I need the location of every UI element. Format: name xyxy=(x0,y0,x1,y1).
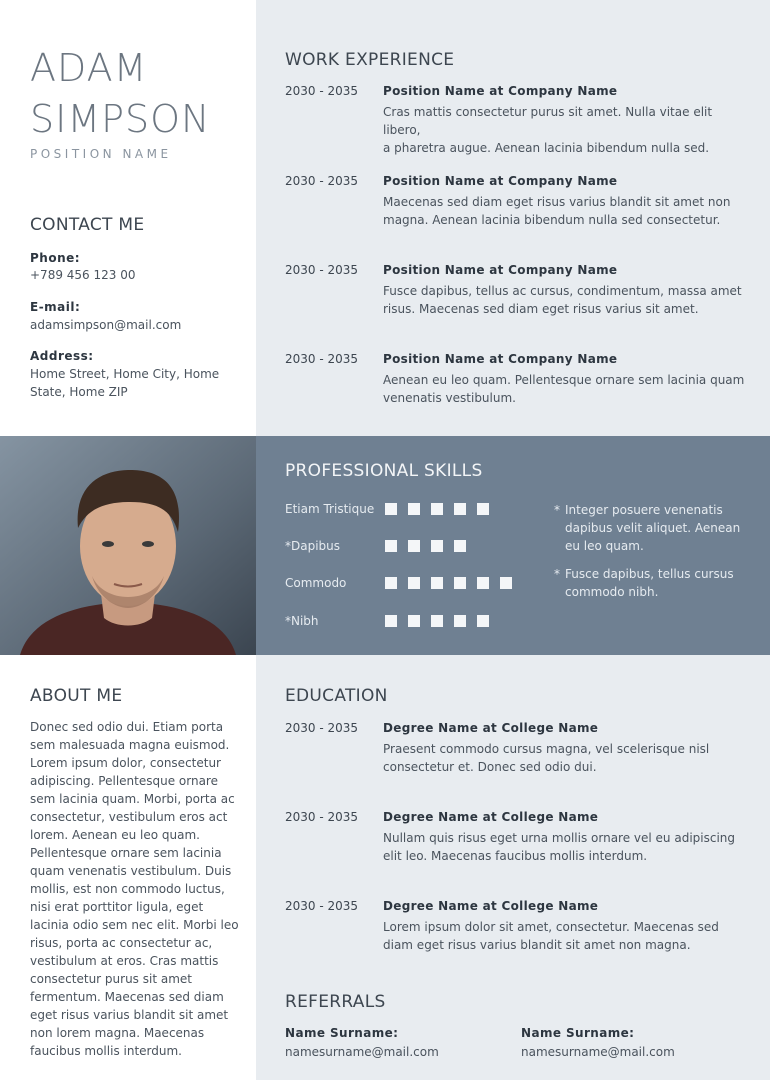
referral-email: namesurname@mail.com xyxy=(521,1045,675,1059)
first-name: ADAM xyxy=(30,46,148,90)
referral xyxy=(285,1026,439,1059)
education-title: EDUCATION xyxy=(285,686,388,706)
address-line-2: State, Home ZIP xyxy=(30,385,128,399)
skill-note xyxy=(554,501,754,557)
skill-level-square xyxy=(385,503,397,515)
note-bullet: * xyxy=(554,503,560,517)
referral-name: Name Surname: xyxy=(521,1026,635,1040)
contact-title: CONTACT ME xyxy=(30,215,145,235)
education-description xyxy=(383,918,753,954)
work-years: 2030 - 2035 xyxy=(285,174,359,188)
skills-title: PROFESSIONAL SKILLS xyxy=(285,461,483,481)
work-title: Position Name at Company Name xyxy=(383,263,618,277)
skill-level-square xyxy=(431,615,443,627)
skill-level-square xyxy=(431,540,443,552)
work-desc-line: venenatis vestibulum. xyxy=(383,391,516,405)
education-desc-line: elit leo. Maecenas faucibus mollis interdum. xyxy=(383,849,648,863)
skill-level-square xyxy=(408,615,420,627)
work-description xyxy=(383,371,753,407)
note-text: Fusce dapibus, tellus cursus commodo nibh. xyxy=(565,567,734,599)
referral-email: namesurname@mail.com xyxy=(285,1045,439,1059)
last-name: SIMPSON xyxy=(30,97,211,141)
skill-level xyxy=(385,540,466,552)
skill-level-square xyxy=(477,577,489,589)
phone-label: Phone: xyxy=(30,251,81,265)
skill-level-square xyxy=(454,503,466,515)
education-title-line: Degree Name at College Name xyxy=(383,721,599,735)
referral xyxy=(521,1026,675,1059)
education-desc-line: diam eget risus varius blandit sit amet non magna. xyxy=(383,938,691,952)
skill-level-square xyxy=(454,615,466,627)
skill-level xyxy=(385,577,512,589)
skill-level-square xyxy=(385,615,397,627)
education-desc-line: Lorem ipsum dolor sit amet, consectetur. Maecenas sed xyxy=(383,920,719,934)
profile-photo xyxy=(0,436,256,655)
skill-level-square xyxy=(477,503,489,515)
skill-level-square xyxy=(431,503,443,515)
skills-panel xyxy=(256,436,770,655)
work-desc-line: Cras mattis consectetur purus sit amet. Nulla vitae elit libero, xyxy=(383,105,713,137)
education-years: 2030 - 2035 xyxy=(285,721,359,735)
work-years: 2030 - 2035 xyxy=(285,84,359,98)
referral-name: Name Surname: xyxy=(285,1026,399,1040)
phone-value: +789 456 123 00 xyxy=(30,268,136,282)
address-label: Address: xyxy=(30,349,94,363)
skill-level xyxy=(385,615,489,627)
education-years: 2030 - 2035 xyxy=(285,899,359,913)
skill-level-square xyxy=(385,540,397,552)
work-experience-title: WORK EXPERIENCE xyxy=(285,50,455,70)
about-text: Donec sed odio dui. Etiam porta sem malesuada magna euismod. Lorem ipsum dolor, consectetur adipiscing. Pellentesque ornare sem lacinia quam. Morbi, porta ac consectetur, vestibulum eros act lorem. Aenean eu leo quam. Pellentesque ornare sem lacinia quam venenatis vestibulum. Duis mollis, est non commodo luctus, nisi erat porttitor ligula, eget lacinia odio sem nec elit. Morbi leo risus, porta ac consectetur ac, vestibulum at eros. Cras mattis consectetur purus sit amet fermentum. Maecenas sed diam eget risus varius blandit sit amet non lorem magna. Maecenas faucibus mollis interdum. xyxy=(30,720,239,1058)
education-description xyxy=(383,829,753,865)
skill-level xyxy=(385,503,489,515)
work-desc-line: Maecenas sed diam eget risus varius blandit sit amet non xyxy=(383,195,731,209)
skill-name: *Dapibus xyxy=(285,539,341,553)
email-value: adamsimpson@mail.com xyxy=(30,318,182,332)
skill-level-square xyxy=(454,577,466,589)
skill-level-square xyxy=(477,615,489,627)
skill-level-square xyxy=(408,540,420,552)
education-desc-line: consectetur et. Donec sed odio dui. xyxy=(383,760,597,774)
education-years: 2030 - 2035 xyxy=(285,810,359,824)
portrait-icon xyxy=(0,436,256,655)
work-title: Position Name at Company Name xyxy=(383,84,618,98)
work-desc-line: Fusce dapibus, tellus ac cursus, condimentum, massa amet xyxy=(383,284,742,298)
note-bullet: * xyxy=(554,567,560,581)
skill-level-square xyxy=(385,577,397,589)
work-description xyxy=(383,103,753,157)
skill-level-square xyxy=(408,577,420,589)
referrals-title: REFERRALS xyxy=(285,992,386,1012)
work-description xyxy=(383,193,753,229)
work-desc-line: a pharetra augue. Aenean lacinia bibendum nulla sed. xyxy=(383,141,710,155)
work-title: Position Name at Company Name xyxy=(383,174,618,188)
skill-name: Etiam Tristique xyxy=(285,502,375,516)
education-title-line: Degree Name at College Name xyxy=(383,899,599,913)
work-desc-line: risus. Maecenas sed diam eget risus varius sit amet. xyxy=(383,302,699,316)
skill-note xyxy=(554,565,754,603)
work-desc-line: Aenean eu leo quam. Pellentesque ornare sem lacinia quam xyxy=(383,373,745,387)
education-desc-line: Nullam quis risus eget urna mollis ornare vel eu adipiscing xyxy=(383,831,736,845)
work-description xyxy=(383,282,753,318)
note-text: Integer posuere venenatis dapibus velit aliquet. Aenean eu leo quam. xyxy=(565,503,741,553)
email-label: E-mail: xyxy=(30,300,81,314)
skill-name: Commodo xyxy=(285,576,347,590)
photo-skills-band xyxy=(0,436,770,655)
about-title: ABOUT ME xyxy=(30,686,123,706)
education-description xyxy=(383,740,753,776)
skill-level-square xyxy=(408,503,420,515)
work-years: 2030 - 2035 xyxy=(285,352,359,366)
education-title-line: Degree Name at College Name xyxy=(383,810,599,824)
work-title: Position Name at Company Name xyxy=(383,352,618,366)
address-line-1: Home Street, Home City, Home xyxy=(30,367,220,381)
skill-name: *Nibh xyxy=(285,614,319,628)
work-years: 2030 - 2035 xyxy=(285,263,359,277)
work-desc-line: magna. Aenean lacinia bibendum nulla sed consectetur. xyxy=(383,213,721,227)
skill-level-square xyxy=(431,577,443,589)
position-name: POSITION NAME xyxy=(30,147,172,161)
skill-level-square xyxy=(454,540,466,552)
education-desc-line: Praesent commodo cursus magna, vel scelerisque nisl xyxy=(383,742,710,756)
skill-level-square xyxy=(500,577,512,589)
